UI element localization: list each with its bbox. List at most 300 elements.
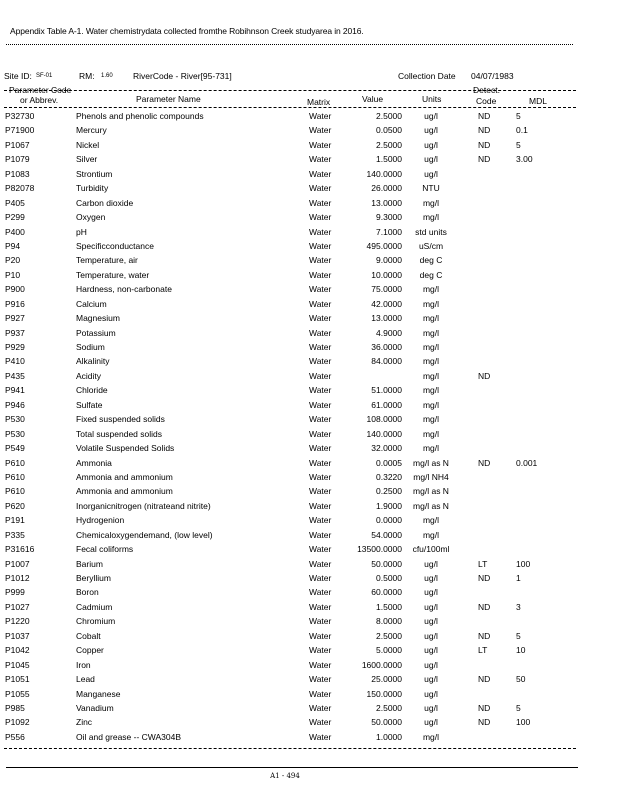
parameter-code-cell: P1012 xyxy=(5,573,30,583)
parameter-code-cell: P10 xyxy=(5,269,21,280)
detect-code-cell: ND xyxy=(478,601,491,612)
parameter-code-cell: P916 xyxy=(5,298,25,309)
parameter-name-cell: Oxygen xyxy=(76,212,106,223)
river-mile-label: RM: xyxy=(79,71,95,81)
matrix-cell: Water xyxy=(309,183,332,194)
site-id-label: Site ID: xyxy=(4,71,32,81)
matrix-cell: Water xyxy=(309,529,332,540)
table-row xyxy=(0,630,618,644)
value-cell: 1.5000 xyxy=(376,154,402,165)
units-cell: ug/l xyxy=(424,573,438,583)
units-cell: ug/l xyxy=(424,154,438,165)
units-cell: mg/l xyxy=(422,399,440,410)
table-row xyxy=(0,558,618,572)
matrix-cell: Water xyxy=(309,702,332,713)
value-cell: 0.0005 xyxy=(376,457,402,468)
river-code: RiverCode - River[95-731] xyxy=(133,71,232,81)
matrix-cell: Water xyxy=(309,284,332,295)
units-cell: ug/l xyxy=(424,168,438,179)
parameter-name-cell: Calcium xyxy=(76,298,107,309)
mdl-cell: 5 xyxy=(516,139,521,150)
matrix-cell: Water xyxy=(309,558,332,569)
value-cell: 61.0000 xyxy=(371,399,402,410)
parameter-code-cell: P1037 xyxy=(5,630,30,641)
header-mdl: MDL xyxy=(529,96,547,106)
matrix-cell: Water xyxy=(309,269,332,280)
units-cell: ug/l xyxy=(424,125,438,136)
parameter-code-cell: P937 xyxy=(5,327,25,338)
units-cell: mg/l xyxy=(422,342,440,352)
parameter-name-cell: Vanadium xyxy=(76,702,114,713)
table-row xyxy=(0,457,618,471)
parameter-code-cell: P610 xyxy=(5,486,25,497)
collection-date-value: 04/07/1983 xyxy=(471,71,514,81)
table-row xyxy=(0,543,618,557)
matrix-cell: Water xyxy=(309,226,332,237)
parameter-code-cell: P71900 xyxy=(5,125,35,136)
matrix-cell: Water xyxy=(309,125,332,136)
parameter-code-cell: P410 xyxy=(5,356,25,367)
value-cell: 36.0000 xyxy=(371,342,402,352)
mdl-cell: 5 xyxy=(516,702,521,713)
parameter-code-cell: P556 xyxy=(5,731,25,742)
value-cell: 51.0000 xyxy=(371,385,402,396)
units-cell: mg/l as N xyxy=(413,486,449,497)
detect-code-cell: ND xyxy=(478,125,491,136)
value-cell: 2.5000 xyxy=(376,630,402,641)
matrix-cell: Water xyxy=(309,601,332,612)
parameter-code-cell: P1051 xyxy=(5,674,30,685)
units-cell: ug/l xyxy=(424,630,438,641)
parameter-name-cell: Nickel xyxy=(76,139,100,150)
table-row xyxy=(0,659,618,673)
table-row xyxy=(0,240,618,254)
value-cell: 75.0000 xyxy=(371,284,402,295)
units-cell: NTU xyxy=(422,183,440,194)
parameter-name-cell: Cadmium xyxy=(76,601,113,612)
parameter-name-cell: Carbon dioxide xyxy=(76,197,134,208)
value-cell: 1.0000 xyxy=(376,731,402,742)
table-row xyxy=(0,471,618,485)
units-cell: ug/l xyxy=(424,558,438,569)
parameter-code-cell: P1007 xyxy=(5,558,30,569)
matrix-cell: Water xyxy=(309,717,332,728)
table-row xyxy=(0,153,618,167)
parameter-name-cell: Hydrogenion xyxy=(76,515,125,526)
units-cell: ug/l xyxy=(424,616,438,627)
parameter-code-cell: P1027 xyxy=(5,601,30,612)
units-cell: ug/l xyxy=(424,717,438,728)
parameter-name-cell: Mercury xyxy=(76,125,107,136)
table-row xyxy=(0,688,618,702)
value-cell: 50.0000 xyxy=(371,717,402,728)
detect-code-cell: ND xyxy=(478,139,491,150)
detect-code-cell: ND xyxy=(478,702,491,713)
parameter-code-cell: P549 xyxy=(5,443,25,454)
matrix-cell: Water xyxy=(309,544,332,555)
table-row xyxy=(0,355,618,369)
parameter-code-cell: P1042 xyxy=(5,645,30,656)
units-cell: ug/l xyxy=(424,645,438,656)
parameter-code-cell: P900 xyxy=(5,284,25,295)
parameter-code-cell: P20 xyxy=(5,255,21,266)
value-cell: 60.0000 xyxy=(371,587,402,598)
table-row xyxy=(0,254,618,268)
matrix-cell: Water xyxy=(309,428,332,439)
table-row xyxy=(0,124,618,138)
page-number: A1 - 494 xyxy=(270,772,300,780)
table-row xyxy=(0,399,618,413)
matrix-cell: Water xyxy=(309,342,332,352)
units-cell: ug/l xyxy=(424,587,438,598)
parameter-code-cell: P530 xyxy=(5,414,25,425)
table-row xyxy=(0,500,618,514)
table-row xyxy=(0,283,618,297)
table-row xyxy=(0,312,618,326)
value-cell: 13.0000 xyxy=(371,197,402,208)
units-cell: ug/l xyxy=(424,702,438,713)
matrix-cell: Water xyxy=(309,212,332,223)
value-cell: 8.0000 xyxy=(376,616,402,627)
detect-code-cell: ND xyxy=(478,154,491,165)
units-cell: mg/l xyxy=(422,298,440,309)
value-cell: 2.5000 xyxy=(376,139,402,150)
table-row xyxy=(0,139,618,153)
table-row xyxy=(0,572,618,586)
parameter-name-cell: Barium xyxy=(76,558,103,569)
matrix-cell: Water xyxy=(309,240,332,251)
mdl-cell: 100 xyxy=(516,717,531,728)
parameter-code-cell: P929 xyxy=(5,342,25,352)
units-cell: std units xyxy=(415,226,447,237)
parameter-name-cell: Ammonia xyxy=(76,457,112,468)
parameter-name-cell: Sulfate xyxy=(76,399,103,410)
value-cell: 140.0000 xyxy=(366,428,402,439)
parameter-code-cell: P927 xyxy=(5,313,25,324)
value-cell: 0.3220 xyxy=(376,471,402,482)
table-row xyxy=(0,226,618,240)
site-info-row xyxy=(0,71,618,83)
parameter-code-cell: P1083 xyxy=(5,168,30,179)
value-cell: 7.1000 xyxy=(376,226,402,237)
header-code-line2: or Abbrev. xyxy=(20,95,59,105)
parameter-name-cell: Inorganicnitrogen (nitrateand nitrite) xyxy=(76,500,211,511)
parameter-code-cell: P191 xyxy=(5,515,25,526)
parameter-name-cell: Lead xyxy=(76,674,95,685)
units-cell: cfu/100ml xyxy=(412,544,450,555)
detect-code-cell: ND xyxy=(478,457,491,468)
detect-code-cell: ND xyxy=(478,573,491,583)
table-row xyxy=(0,644,618,658)
value-cell: 42.0000 xyxy=(371,298,402,309)
units-cell: mg/l xyxy=(422,414,440,425)
mdl-cell: 3 xyxy=(516,601,521,612)
matrix-cell: Water xyxy=(309,645,332,656)
parameter-name-cell: Chloride xyxy=(76,385,108,396)
units-cell: mg/l as N xyxy=(413,500,449,511)
detect-code-cell: LT xyxy=(478,645,488,656)
matrix-cell: Water xyxy=(309,443,332,454)
mdl-cell: 1 xyxy=(516,573,521,583)
matrix-cell: Water xyxy=(309,659,332,670)
parameter-code-cell: P1055 xyxy=(5,688,30,699)
mdl-cell: 50 xyxy=(516,674,526,685)
parameter-code-cell: P941 xyxy=(5,385,25,396)
table-row xyxy=(0,110,618,124)
value-cell: 10.0000 xyxy=(371,269,402,280)
units-cell: mg/l xyxy=(422,515,440,526)
table-row xyxy=(0,211,618,225)
table-row xyxy=(0,601,618,615)
units-cell: mg/l xyxy=(422,370,440,381)
matrix-cell: Water xyxy=(309,255,332,266)
table-row xyxy=(0,341,618,355)
value-cell: 108.0000 xyxy=(366,414,402,425)
matrix-cell: Water xyxy=(309,471,332,482)
table-row xyxy=(0,442,618,456)
matrix-cell: Water xyxy=(309,139,332,150)
header-code-line1: Parameter Code xyxy=(9,85,72,95)
parameter-code-cell: P94 xyxy=(5,240,21,251)
parameter-code-cell: P405 xyxy=(5,197,25,208)
parameter-name-cell: Zinc xyxy=(76,717,93,728)
site-id-value: SF-01 xyxy=(36,73,53,79)
parameter-name-cell: Potassium xyxy=(76,327,116,338)
matrix-cell: Water xyxy=(309,500,332,511)
units-cell: deg C xyxy=(419,255,443,266)
value-cell: 84.0000 xyxy=(371,356,402,367)
table-row xyxy=(0,529,618,543)
value-cell: 150.0000 xyxy=(366,688,402,699)
matrix-cell: Water xyxy=(309,674,332,685)
units-cell: mg/l xyxy=(422,428,440,439)
value-cell: 1.9000 xyxy=(376,500,402,511)
parameter-name-cell: Hardness, non-carbonate xyxy=(76,284,172,295)
table-row xyxy=(0,384,618,398)
table-title: Appendix Table A-1. Water chemistrydata collected fromthe Robihnson Creek studyarea in 2016. xyxy=(10,26,364,36)
value-cell: 0.5000 xyxy=(376,573,402,583)
table-row xyxy=(0,615,618,629)
parameter-name-cell: Chromium xyxy=(76,616,116,627)
matrix-cell: Water xyxy=(309,457,332,468)
matrix-cell: Water xyxy=(309,385,332,396)
parameter-name-cell: Alkalinity xyxy=(76,356,110,367)
mdl-cell: 0.1 xyxy=(516,125,528,136)
table-row xyxy=(0,413,618,427)
table-bottom-rule xyxy=(4,748,576,749)
parameter-name-cell: Boron xyxy=(76,587,99,598)
detect-code-cell: ND xyxy=(478,111,491,121)
table-row xyxy=(0,485,618,499)
matrix-cell: Water xyxy=(309,573,332,583)
table-row xyxy=(0,702,618,716)
parameter-name-cell: Copper xyxy=(76,645,104,656)
units-cell: ug/l xyxy=(424,111,438,121)
matrix-cell: Water xyxy=(309,197,332,208)
value-cell: 5.0000 xyxy=(376,645,402,656)
value-cell: 25.0000 xyxy=(371,674,402,685)
parameter-name-cell: Total suspended solids xyxy=(76,428,163,439)
page-bottom-rule xyxy=(6,767,578,768)
mdl-cell: 10 xyxy=(516,645,526,656)
header-bottom-rule xyxy=(4,107,576,108)
parameter-code-cell: P82078 xyxy=(5,183,35,194)
parameter-name-cell: Cobalt xyxy=(76,630,101,641)
parameter-name-cell: Chemicaloxygendemand, (low level) xyxy=(76,529,213,540)
mdl-cell: 5 xyxy=(516,111,521,121)
value-cell: 13500.0000 xyxy=(357,544,402,555)
value-cell: 9.0000 xyxy=(376,255,402,266)
value-cell: 9.3000 xyxy=(376,212,402,223)
mdl-cell: 100 xyxy=(516,558,531,569)
detect-code-cell: ND xyxy=(478,717,491,728)
units-cell: mg/l xyxy=(422,529,440,540)
units-cell: mg/l xyxy=(422,731,440,742)
parameter-name-cell: Manganese xyxy=(76,688,121,699)
header-units: Units xyxy=(422,94,442,104)
value-cell: 0.2500 xyxy=(376,486,402,497)
parameter-name-cell: Temperature, water xyxy=(76,269,150,280)
header-parameter-name: Parameter Name xyxy=(136,94,201,104)
table-row xyxy=(0,298,618,312)
header-detect-line2: Code xyxy=(476,96,497,106)
parameter-name-cell: Beryllium xyxy=(76,573,111,583)
parameter-code-cell: P1079 xyxy=(5,154,30,165)
parameter-name-cell: Sodium xyxy=(76,342,105,352)
table-row xyxy=(0,586,618,600)
units-cell: ug/l xyxy=(424,659,438,670)
value-cell: 0.0000 xyxy=(376,515,402,526)
units-cell: mg/l xyxy=(422,385,440,396)
header-detect-line1: Detect. xyxy=(473,85,500,95)
detect-code-cell: ND xyxy=(478,370,491,381)
parameter-code-cell: P1045 xyxy=(5,659,30,670)
header-value: Value xyxy=(362,94,384,104)
matrix-cell: Water xyxy=(309,111,332,121)
units-cell: mg/l xyxy=(422,327,440,338)
detect-code-cell: LT xyxy=(478,558,488,569)
matrix-cell: Water xyxy=(309,313,332,324)
parameter-name-cell: Iron xyxy=(76,659,91,670)
matrix-cell: Water xyxy=(309,515,332,526)
units-cell: ug/l xyxy=(424,139,438,150)
matrix-cell: Water xyxy=(309,414,332,425)
value-cell: 54.0000 xyxy=(371,529,402,540)
parameter-code-cell: P985 xyxy=(5,702,25,713)
parameter-code-cell: P31616 xyxy=(5,544,35,555)
matrix-cell: Water xyxy=(309,370,332,381)
units-cell: deg C xyxy=(419,269,443,280)
units-cell: mg/l NH4 xyxy=(413,471,449,482)
units-cell: ug/l xyxy=(424,688,438,699)
parameter-name-cell: Specificconductance xyxy=(76,240,154,251)
units-cell: ug/l xyxy=(424,674,438,685)
parameter-name-cell: Strontium xyxy=(76,168,113,179)
value-cell: 4.9000 xyxy=(376,327,402,338)
parameter-code-cell: P620 xyxy=(5,500,25,511)
value-cell: 26.0000 xyxy=(371,183,402,194)
matrix-cell: Water xyxy=(309,630,332,641)
value-cell: 140.0000 xyxy=(366,168,402,179)
value-cell: 495.0000 xyxy=(366,240,402,251)
value-cell: 32.0000 xyxy=(371,443,402,454)
parameter-name-cell: Oil and grease -- CWA304B xyxy=(76,731,182,742)
table-row xyxy=(0,673,618,687)
units-cell: mg/l as N xyxy=(413,457,449,468)
table-row xyxy=(0,428,618,442)
table-row xyxy=(0,716,618,730)
units-cell: mg/l xyxy=(422,356,440,367)
river-mile-value: 1.60 xyxy=(101,73,113,79)
matrix-cell: Water xyxy=(309,731,332,742)
parameter-code-cell: P999 xyxy=(5,587,25,598)
units-cell: mg/l xyxy=(422,443,440,454)
mdl-cell: 5 xyxy=(516,630,521,641)
table-row xyxy=(0,514,618,528)
matrix-cell: Water xyxy=(309,298,332,309)
parameter-name-cell: Fecal coliforms xyxy=(76,544,134,555)
parameter-name-cell: pH xyxy=(76,226,87,237)
table-row xyxy=(0,370,618,384)
parameter-code-cell: P435 xyxy=(5,370,25,381)
value-cell: 2.5000 xyxy=(376,111,402,121)
parameter-name-cell: Ammonia and ammonium xyxy=(76,471,173,482)
detect-code-cell: ND xyxy=(478,674,491,685)
parameter-code-cell: P610 xyxy=(5,471,25,482)
parameter-name-cell: Phenols and phenolic compounds xyxy=(76,111,204,121)
matrix-cell: Water xyxy=(309,616,332,627)
parameter-code-cell: P1092 xyxy=(5,717,30,728)
data-table xyxy=(0,110,618,745)
parameter-name-cell: Silver xyxy=(76,154,98,165)
parameter-code-cell: P299 xyxy=(5,212,25,223)
matrix-cell: Water xyxy=(309,168,332,179)
units-cell: ug/l xyxy=(424,601,438,612)
matrix-cell: Water xyxy=(309,399,332,410)
mdl-cell: 0.001 xyxy=(516,457,538,468)
table-row xyxy=(0,182,618,196)
value-cell: 13.0000 xyxy=(371,313,402,324)
units-cell: mg/l xyxy=(422,212,440,223)
matrix-cell: Water xyxy=(309,688,332,699)
parameter-name-cell: Acidity xyxy=(76,370,102,381)
mdl-cell: 3.00 xyxy=(516,154,533,165)
units-cell: mg/l xyxy=(422,284,440,295)
table-row xyxy=(0,269,618,283)
parameter-name-cell: Temperature, air xyxy=(76,255,138,266)
parameter-name-cell: Volatile Suspended Solids xyxy=(76,443,175,454)
collection-date-label: Collection Date xyxy=(398,71,456,81)
parameter-name-cell: Turbidity xyxy=(76,183,109,194)
value-cell: 50.0000 xyxy=(371,558,402,569)
value-cell: 1.5000 xyxy=(376,601,402,612)
parameter-name-cell: Ammonia and ammonium xyxy=(76,486,173,497)
parameter-name-cell: Fixed suspended solids xyxy=(76,414,165,425)
table-row xyxy=(0,197,618,211)
matrix-cell: Water xyxy=(309,486,332,497)
value-cell: 0.0500 xyxy=(376,125,402,136)
parameter-code-cell: P400 xyxy=(5,226,25,237)
value-cell: 2.5000 xyxy=(376,702,402,713)
parameter-code-cell: P610 xyxy=(5,457,25,468)
header-matrix: Matrix xyxy=(307,97,331,107)
matrix-cell: Water xyxy=(309,587,332,598)
matrix-cell: Water xyxy=(309,154,332,165)
parameter-code-cell: P946 xyxy=(5,399,25,410)
title-divider xyxy=(6,44,573,45)
units-cell: mg/l xyxy=(422,313,440,324)
parameter-code-cell: P335 xyxy=(5,529,25,540)
